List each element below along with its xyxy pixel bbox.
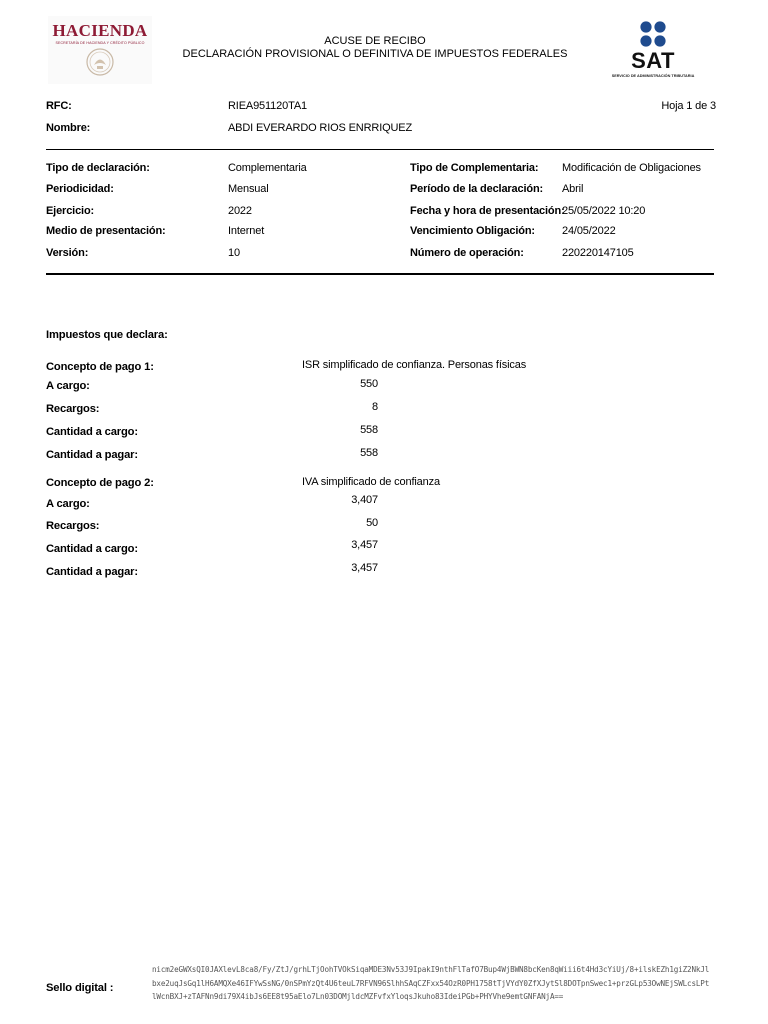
version-value: 10 [228, 247, 240, 259]
sat-dots-icon [639, 20, 667, 48]
numero-operacion-label: Número de operación: [410, 247, 524, 259]
periodo-label: Período de la declaración: [410, 183, 544, 195]
cantidad-pagar-label: Cantidad a pagar: [46, 449, 138, 461]
sat-logo [598, 16, 708, 84]
version-label: Versión: [46, 247, 89, 259]
cantidad-cargo-label: Cantidad a cargo: [46, 543, 138, 555]
recargos-label: Recargos: [46, 520, 100, 532]
medio-presentacion-value: Internet [228, 225, 265, 237]
recargos-value: 50 [366, 517, 378, 529]
tipo-complementaria-label: Tipo de Complementaria: [410, 162, 539, 174]
periodo-value: Abril [562, 183, 584, 195]
sat-logo-text: SAT [631, 48, 675, 73]
concepto-label: Concepto de pago 2: [46, 477, 154, 489]
fecha-presentacion-value: 25/05/2022 10:20 [562, 205, 646, 217]
nombre-value: ABDI EVERARDO RIOS ENRRIQUEZ [228, 122, 413, 134]
fecha-presentacion-label: Fecha y hora de presentación: [410, 205, 565, 217]
medio-presentacion-label: Medio de presentación: [46, 225, 166, 237]
vencimiento-label: Vencimiento Obligación: [410, 225, 535, 237]
a-cargo-value: 550 [360, 378, 378, 390]
sat-logo-tagline: SERVICIO DE ADMINISTRACIÓN TRIBUTARIA [611, 74, 695, 78]
cantidad-pagar-value: 3,457 [351, 562, 378, 574]
concepto-label: Concepto de pago 1: [46, 361, 154, 373]
a-cargo-label: A cargo: [46, 498, 90, 510]
page-indicator: Hoja 1 de 3 [661, 100, 716, 112]
concepto-name: ISR simplificado de confianza. Personas físicas [302, 359, 527, 371]
ejercicio-value: 2022 [228, 205, 252, 217]
document-title: ACUSE DE RECIBO [324, 35, 426, 47]
nombre-label: Nombre: [46, 122, 91, 134]
cantidad-cargo-value: 558 [360, 424, 378, 436]
periodicidad-value: Mensual [228, 183, 269, 195]
tipo-declaracion-label: Tipo de declaración: [46, 162, 150, 174]
impuestos-heading: Impuestos que declara: [46, 329, 168, 341]
cantidad-pagar-value: 558 [360, 447, 378, 459]
cantidad-pagar-label: Cantidad a pagar: [46, 566, 138, 578]
concepto-name: IVA simplificado de confianza [302, 476, 440, 488]
rfc-label: RFC: [46, 100, 72, 112]
sello-digital-value: nicm2eGWXsQI0JAXlevL8ca8/Fy/ZtJ/grhLTjOohTVOkSiqaMDE3Nv53J9IpakI9nthFlTafO7Bup4WjBWN8bcKen8qWiii6t4Hd3cYiUj/8+ilskEZh1giZ2NkJlbxe2uqJsGq1lH6AMQXe46IFYwSsNG/0nSPmYzQt4U6teuL7RFVN96SlhhSAqCZFxx54OzR0PH1758tTjVYdY0ZfXJytSl8DOTpnSwec1+przGLp53OwNEjSWLcsLPtlWcnBXJ+zTAFNn9di79X4ibJs6EE8t95aElo7Ln03DOMjldcMZFvfxYloqsJkuho83IdeiPGb+PHYVhe9emtGNFANjA== [152, 965, 710, 1002]
a-cargo-value: 3,407 [351, 494, 378, 506]
a-cargo-label: A cargo: [46, 380, 90, 392]
numero-operacion-value: 220220147105 [562, 247, 634, 259]
divider-top [46, 149, 714, 150]
tipo-declaracion-value: Complementaria [228, 162, 307, 174]
recargos-value: 8 [372, 401, 378, 413]
hacienda-logo-tagline: SECRETARÍA DE HACIENDA Y CRÉDITO PÚBLICO [55, 41, 145, 45]
hacienda-logo [48, 16, 152, 84]
cantidad-cargo-value: 3,457 [351, 539, 378, 551]
hacienda-logo-text: HACIENDA [52, 21, 148, 40]
document-subtitle: DECLARACIÓN PROVISIONAL O DEFINITIVA DE IMPUESTOS FEDERALES [182, 48, 568, 60]
rfc-value: RIEA951120TA1 [228, 100, 307, 112]
eagle-seal-icon [85, 47, 115, 77]
ejercicio-label: Ejercicio: [46, 205, 95, 217]
recargos-label: Recargos: [46, 403, 100, 415]
sello-digital-label: Sello digital : [46, 982, 114, 994]
cantidad-cargo-label: Cantidad a cargo: [46, 426, 138, 438]
divider-bottom [46, 273, 714, 275]
vencimiento-value: 24/05/2022 [562, 225, 616, 237]
periodicidad-label: Periodicidad: [46, 183, 114, 195]
tipo-complementaria-value: Modificación de Obligaciones [562, 162, 701, 174]
